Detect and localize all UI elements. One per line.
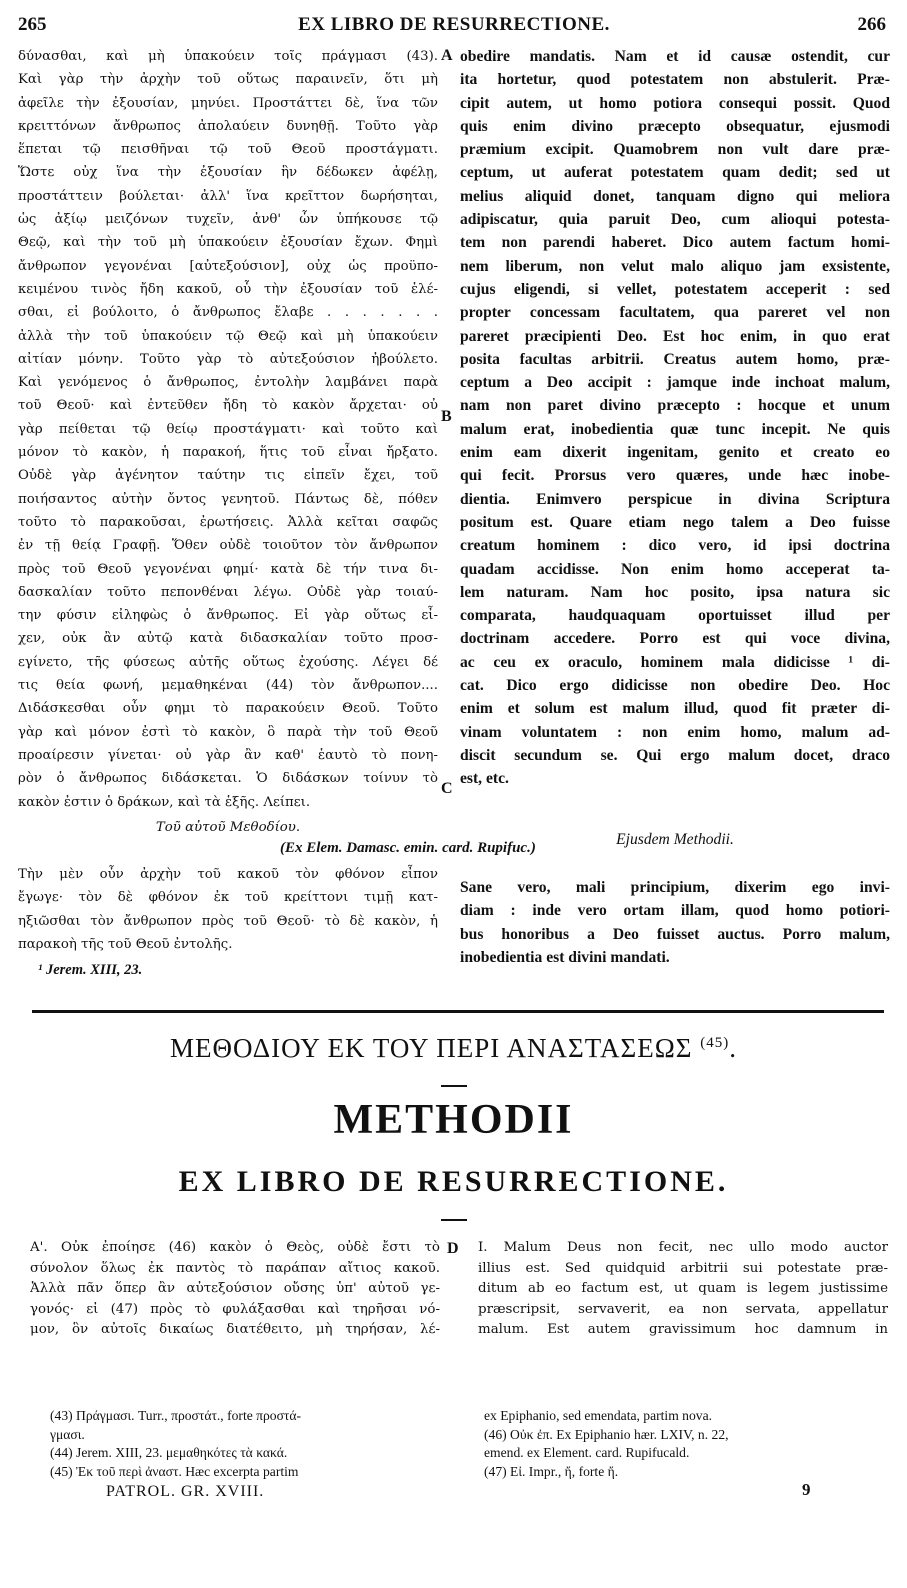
greek-line: Ὥστε οὐχ ἵνα τὴν ἐξουσίαν ἣν δέδωκεν ἀφέλῃ, xyxy=(18,165,438,181)
greek-line: ἀλλὰ τὴν τοῦ ὑπακούειν τῷ Θεῷ καὶ μὴ ὑπακούειν xyxy=(18,328,438,344)
latin-line: discit secundum se. Qui ergo malum docet, draco xyxy=(460,746,890,764)
latin-excerpt-line: bus honoribus a Deo fuisset auctus. Porro malum, xyxy=(460,925,890,943)
latin-subhead-block xyxy=(460,828,890,851)
latin-line: dientia. Enimvero perspicue in divina Scriptura xyxy=(460,490,890,508)
greek-line: δασκαλίαν τοῦτο πεπονθέναι λέγω. Οὐδὲ γὰρ τοιαύ- xyxy=(18,584,438,600)
greek-line: κειμένου τινὸς ἤδη κακοῦ, οὗ τὴν ἐξουσίαν τοῦ ἑλέ- xyxy=(18,281,438,297)
latin-line: præmium excipit. Quamobrem non vult dare præ- xyxy=(460,141,890,159)
latin-excerpt-line: diam : inde vero ortam illam, quod homo potiori- xyxy=(460,902,890,920)
latin-line: est, etc. xyxy=(460,770,509,788)
greek-line: Θεῷ, καὶ τὴν τοῦ μὴ ὑπακούειν ἐξουσίαν ἔχων. Φημὶ xyxy=(18,235,438,251)
section-rule xyxy=(32,1010,884,1013)
greek-line: αἰτίαν μόνην. Τοῦτο γὰρ τὸ αὐτεξούσιον ἠβούλετο. xyxy=(18,351,438,367)
latin-subhead: Ejusdem Methodii. xyxy=(616,831,734,848)
greek-line: ἕπεται τῷ πεισθῆναι τῷ τοῦ Θεοῦ προστάγματι. xyxy=(18,142,438,158)
note-left-line: (43) Πράγμασι. Turr., προστάτ., forte προστά- xyxy=(50,1408,302,1423)
latin-line: positum est. Quare etiam nego talem a Deo fuisse xyxy=(460,513,890,531)
section-latin-line: præscripsit, servaverit, ea non servata, appellatur xyxy=(478,1301,888,1317)
latin-excerpt-line: Sane vero, mali principium, dixerim ego invi- xyxy=(460,879,890,896)
latin-line: obedire mandatis. Nam et id causæ ostendit, cur xyxy=(460,48,890,65)
latin-line: malum erat, inobedientia quæ tunc incepit. Ne quis xyxy=(460,420,890,438)
greek-excerpt-line: ἔγωγε· τὸν δὲ φθόνον ἐκ τοῦ κρείττονι τιμῇ κατ- xyxy=(18,890,438,906)
section-greek-line: σύνολον ὅλως ἐκ παντὸς τὸ παράπαν αἴτιος κακοῦ. xyxy=(30,1260,440,1276)
section-greek-line: γονός· εἰ (47) πρὸς τὸ φυλάξασθαι καὶ τηρῆσαι νό- xyxy=(30,1301,440,1317)
latin-line: melius aliquid donet, tanquam digno qui meliora xyxy=(460,187,890,205)
section-latin-line: ditum ab eo factum est, ut quam is legem justissime xyxy=(478,1281,888,1296)
title-dash-2 xyxy=(441,1219,467,1221)
latin-line: cat. Dico ergo didicisse non obedire Deo. Hoc xyxy=(460,677,890,695)
latin-line: ita hortetur, quod potestatem non abstulerit. Præ- xyxy=(460,71,890,89)
greek-line: ὡς ἀξίῳ μειζόνων τυχεῖν, ἀνθ' ὧν ὑπήκουσε τῷ xyxy=(18,212,438,228)
latin-line: vinam voluntatem : non enim homo, malum ad- xyxy=(460,723,890,741)
latin-line: comparata, haudquaquam oportuisset illud per xyxy=(460,607,890,625)
greek-line: ποιήσαντος αὐτὴν ὄντος γενητοῦ. Πάντως δὲ, πόθεν xyxy=(18,491,438,507)
greek-line: τις θεία φωνή, μεμαθηκέναι (44) τὸν ἄνθρωπον.... xyxy=(18,678,438,694)
greek-line: ἄνθρωπον γεγονέναι [αὐτεξούσιον], οὐχ ὡς προϋπο- xyxy=(18,258,438,274)
section-latin-line: I. Malum Deus non fecit, nec ullo modo auctor xyxy=(478,1240,888,1255)
latin-line: qui fecit. Prorsus vero quæres, unde hæc inobe- xyxy=(460,467,890,485)
latin-excerpt xyxy=(460,876,890,969)
latin-line: quadam accidisse. Non enim homo acceperat ta- xyxy=(460,560,890,578)
page-number-right: 266 xyxy=(857,14,886,35)
section-latin-text xyxy=(478,1238,888,1341)
latin-excerpt-line: inobedientia est divini mandati. xyxy=(460,948,670,966)
latin-line: lem naturam. Nam hoc posito, ipsa natura sic xyxy=(460,583,890,601)
greek-line: τοῦ Θεοῦ· καὶ ἐντεῦθεν ἤδη τὸ κακὸν ἄρχεται· οὐ xyxy=(18,398,438,414)
section-greek-text xyxy=(30,1238,440,1341)
greek-line: ἀφεῖλε τὴν ἐξουσίαν, μηνύει. Προστάττει δὲ, ἵνα τῶν xyxy=(18,95,438,111)
work-title: EX LIBRO DE RESURRECTIONE. xyxy=(178,1165,729,1198)
greek-line: τοῦτο τὸ παρακοῦσαι, ἐρωτήσεις. Ἀλλὰ κεῖται σαφῶς xyxy=(18,514,438,530)
greek-line: Διδάσκεσθαι οὖν φημι τὸ παρακούειν Θεοῦ. Τοῦτο xyxy=(18,701,438,717)
section-greek-line: Ἀλλὰ πᾶν ὅπερ ἂν αὐτεξούσιον οὔσης ὑπ' αὐτοῦ γε- xyxy=(30,1281,440,1296)
latin-column xyxy=(460,45,890,791)
greek-title-text: ΜΕΘΟΔΙΟΥ ΕΚ ΤΟΥ ΠΕΡΙ ΑΝΑΣΤΑΣΕΩΣ xyxy=(169,1033,693,1063)
greek-excerpt-line: παρακοὴ τῆς τοῦ Θεοῦ ἐντολῆς. xyxy=(18,936,233,952)
greek-line: Καὶ γενόμενος ὁ ἄνθρωπος, ἐντολὴν λαμβάνει παρὰ xyxy=(18,375,438,391)
latin-line: enim eam dixerit ingenitam, genito et creato eo xyxy=(460,444,890,462)
running-title: EX LIBRO DE RESURRECTIONE. xyxy=(298,14,610,35)
notes-left xyxy=(50,1407,445,1481)
greek-title-stop: . xyxy=(729,1033,738,1063)
greek-line: Καὶ γὰρ τὴν ἀρχὴν τοῦ οὕτως παραινεῖν, ὅτι μὴ xyxy=(18,72,438,88)
notes-right xyxy=(484,1407,889,1481)
greek-line: προαίρεσιν γίνεται· οὐ γὰρ ἂν καθ' ἑαυτὸ τὸ πονη- xyxy=(18,747,438,763)
greek-line: δύνασθαι, καὶ μὴ ὑπακούειν τοῖς πράγμασι (43). xyxy=(18,49,438,64)
latin-line: adipiscatur, quia paruit Deo, cum alioqui potesta- xyxy=(460,211,890,229)
latin-line: tem non parendi haberet. Dico autem factum homi- xyxy=(460,234,890,252)
greek-line: εγίνετο, τῆς φύσεως αὐτῆς οὕτως ἐχούσης. Λέγει δέ xyxy=(18,654,438,670)
latin-line: posita facultas arbitrii. Creatus autem homo, præ- xyxy=(460,350,890,368)
note-right-line: emend. ex Element. card. Rupifucald. xyxy=(484,1445,690,1461)
greek-line: ρὸν ὁ ἄνθρωπος διδάσκεται. Ὁ διδάσκων τοίνυν τὸ xyxy=(18,771,438,787)
greek-subhead-block xyxy=(18,816,438,839)
note-left-line: γμασι. xyxy=(50,1426,85,1442)
latin-line: propter concessam facultatem, qua pareret vel non xyxy=(460,304,890,322)
note-left-line: (45) Ἐκ τοῦ περὶ ἀναστ. Hæc excerpta partim xyxy=(50,1463,299,1479)
greek-line: κρειττόνων ἄνθρωπος ἀπολαύειν δυνηθῇ. Τοῦτο γὰρ xyxy=(18,118,438,134)
greek-excerpt-line: ηξιῶσθαι τὸν ἄνθρωπον πρὸς τοῦ Θεοῦ· τὸ δὲ κακὸν, ἡ xyxy=(18,913,438,929)
greek-excerpt-line: Τὴν μὲν οὖν ἀρχὴν τοῦ κακοῦ τὸν φθόνον εἶπον xyxy=(18,867,438,882)
patrol-label: PATROL. GR. XVIII. xyxy=(106,1483,265,1500)
note-left-line: (44) Jerem. XIII, 23. μεμαθηκότες τὰ κακά. xyxy=(50,1445,288,1461)
section-latin-line: illius est. Sed quidquid arbitrii sui potestate præ- xyxy=(478,1260,888,1276)
greek-excerpt xyxy=(18,863,438,956)
author-title: METHODII xyxy=(333,1097,574,1143)
latin-line: doctrinam accedere. Porro est qui voce divina, xyxy=(460,630,890,648)
greek-line: μόνον τὸ κακὸν, ἡ παρακοή, ἥτις τοῦ εἶναι ἤρξατο. xyxy=(18,445,438,461)
source-citation: (Ex Elem. Damasc. emin. card. Rupifuc.) xyxy=(280,840,536,856)
greek-line: προστάττειν βούλεται· ἀλλ' ἵνα κρεῖττον δωρήσηται, xyxy=(18,188,438,204)
marker-b: B xyxy=(441,408,452,425)
latin-line: pareret præcipienti Deo. Est hoc enim, in quo erat xyxy=(460,327,890,345)
greek-title-note: (45) xyxy=(700,1035,730,1051)
latin-line: enim et solum est malum illud, quod fit præter di- xyxy=(460,700,890,718)
note-right-line: ex Epiphanio, sed emendata, partim nova. xyxy=(484,1408,713,1423)
section-greek-line: μον, ὃν αὐτοῖς δικαίως διατέθειτο, μὴ τηρήσαν, λέ- xyxy=(30,1322,440,1337)
section-greek-line: Α'. Οὐκ ἐποίησε (46) κακὸν ὁ Θεὸς, οὐδὲ ἔστι τὸ xyxy=(30,1240,440,1255)
latin-line: ac ceu ex oraculo, hominem mala didicisse ¹ di- xyxy=(460,653,890,671)
greek-footnote xyxy=(38,962,142,979)
latin-line: creatum hominem : dico vero, id ipsi doctrina xyxy=(460,537,890,555)
patrol-line xyxy=(106,1483,264,1501)
footnote-jerem: ¹ Jerem. XIII, 23. xyxy=(38,962,143,978)
greek-line: σθαι, εἰ βούλοιτο, ὁ ἄνθρωπος ἔλαβε . . . . . . . xyxy=(18,305,438,321)
title-dash-1 xyxy=(441,1085,467,1087)
greek-line: την φύσιν εἰληφὼς ὁ ἄνθρωπος. Εἰ γὰρ οὕτως εἶ- xyxy=(18,608,438,624)
latin-line: ceptum, ut auferat potestatem quam dedit; sed ut xyxy=(460,164,890,182)
latin-line: nem liberum, non velut malo aliquo jam exsistente, xyxy=(460,257,890,275)
marker-a: A xyxy=(441,47,453,64)
greek-subhead: Τοῦ αὐτοῦ Μεθοδίου. xyxy=(155,820,301,835)
latin-line: quis enim divino præcepto obsequatur, ejusmodi xyxy=(460,117,890,135)
latin-line: nam non paret divino præcepto : hocque et unum xyxy=(460,397,890,415)
greek-column xyxy=(18,45,438,814)
greek-line: χεν, οὐκ ἂν αὐτῷ κατὰ διδασκαλίαν τοῦτο προσ- xyxy=(18,631,438,647)
greek-line: κακὸν ἐστιν ὁ δράκων, καὶ τὰ ἑξῆς. Λείπει. xyxy=(18,794,311,810)
greek-line: Οὐδὲ γὰρ ἀγένητον ταύτην τις εἰπεῖν ἔχει, τοῦ xyxy=(18,468,438,484)
greek-line: γὰρ καὶ μόνον ἐστὶ τὸ κακὸν, ὃ παρὰ τὴν τοῦ Θεοῦ xyxy=(18,724,438,740)
sheet-number: 9 xyxy=(802,1480,811,1499)
note-right-line: (46) Οὐκ ἐπ. Ex Epiphanio hær. LXIV, n. 22, xyxy=(484,1426,729,1442)
latin-line: ceptum a Deo accipit : jamque inde inchoat malum, xyxy=(460,374,890,392)
greek-section-title xyxy=(0,1033,907,1064)
marker-d: D xyxy=(447,1240,459,1257)
marker-c: C xyxy=(441,780,453,797)
note-right-line: (47) Εἰ. Impr., ἤ, forte ἤ. xyxy=(484,1463,619,1479)
latin-line: cujus eligendi, si vellet, potestatem acceperit : sed xyxy=(460,280,890,298)
greek-line: πρὸς τοῦ Θεοῦ γεγονέναι φημί· κατὰ δὲ τήν τινα δι- xyxy=(18,561,438,577)
section-latin-line: malum. Est autem gravissimum hoc damnum in xyxy=(478,1322,888,1337)
latin-line: cipit autem, ut homo potiora consequi possit. Quod xyxy=(460,94,890,112)
greek-line: γὰρ πείθεται τῷ θείῳ προστάγματι· καὶ τοῦτο καὶ xyxy=(18,421,438,437)
running-head xyxy=(18,14,890,40)
page-number-left: 265 xyxy=(18,14,47,35)
greek-line: ἐν τῇ θείᾳ Γραφῇ. Ὅθεν οὐδὲ τοιοῦτον τὸν ἄνθρωπον xyxy=(18,538,438,554)
